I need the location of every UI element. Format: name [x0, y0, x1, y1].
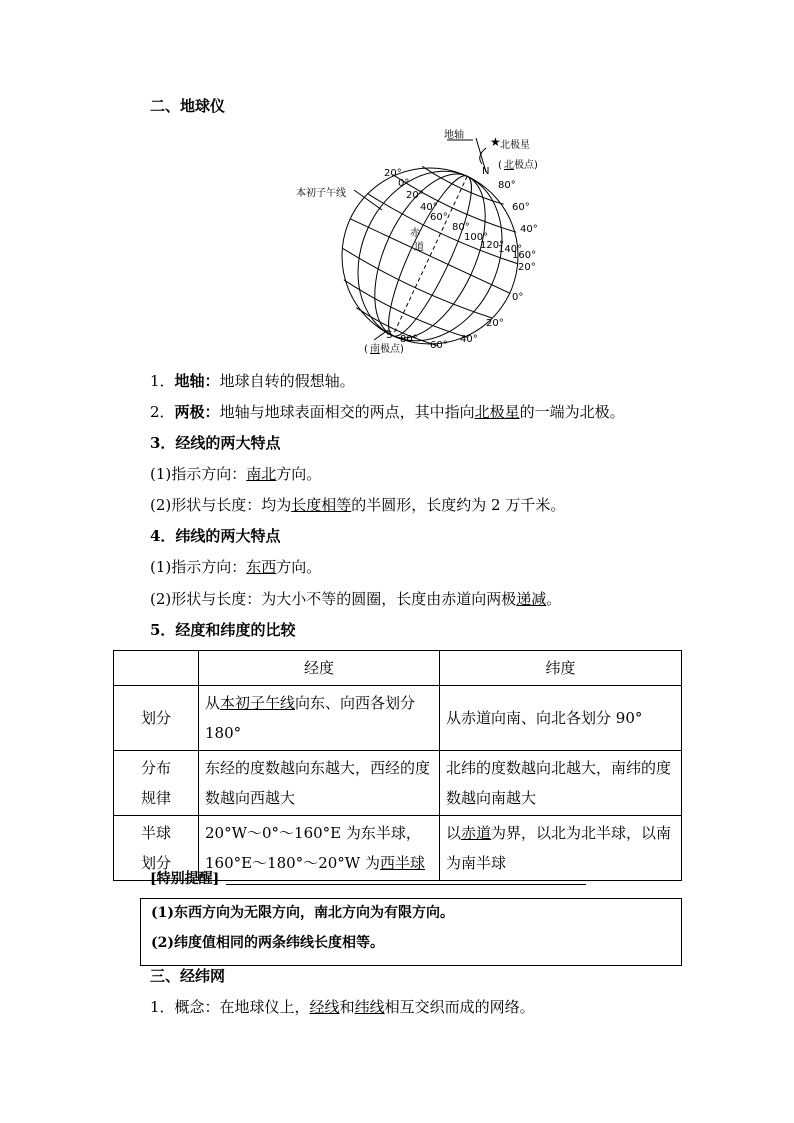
lat-label: 40°	[520, 224, 538, 235]
lat-label: 20°	[518, 262, 536, 273]
axis-label: 地轴	[444, 130, 464, 141]
lon-label: 0°	[398, 178, 410, 189]
lon-label: 60°	[430, 212, 448, 223]
table-header-row	[114, 651, 682, 686]
table-cell: 从赤道向南、向北各划分 90°	[440, 686, 682, 751]
globe-diagram	[290, 128, 550, 360]
underlined-term: 纬线	[354, 998, 385, 1016]
equator-char-1: 赤	[410, 228, 420, 239]
cell-text: 向东、向西各划分 180°	[205, 694, 416, 742]
underlined-term: 长度相等	[291, 496, 352, 514]
north-pole-north: 北	[504, 160, 514, 171]
table-header-cell: 纬度	[440, 651, 682, 686]
item-4b	[150, 589, 561, 609]
section-3-concept	[150, 997, 535, 1017]
item-4a	[150, 557, 321, 577]
item-text: 1．概念：在地球仪上，	[150, 998, 310, 1016]
lon-label: 120°	[480, 240, 505, 251]
item-2	[150, 402, 625, 422]
item-text: (1)指示方向：	[150, 465, 247, 483]
note-title: [特别提醒]	[150, 871, 220, 887]
table-header-cell	[114, 651, 199, 686]
row-header-line: 分布	[140, 759, 171, 777]
lon-label: 20°	[406, 190, 424, 201]
item-text: 的半圆形，长度约为 2 万千米。	[351, 496, 566, 514]
item-text: 和	[339, 998, 355, 1016]
item-5-title: 5．经度和纬度的比较	[150, 621, 296, 639]
item-3b	[150, 495, 565, 515]
item-text: 方向。	[276, 558, 322, 576]
note-line-2: (2)纬度值相同的两条纬线长度相等。	[151, 935, 384, 951]
item-text: 的一端为北极。	[519, 403, 625, 421]
cell-text: 为界，以北为北半球，以南为南半球	[446, 824, 672, 872]
south-S: S	[386, 330, 393, 341]
item-label: 两极：	[174, 403, 220, 421]
underlined-term: 南北	[246, 465, 277, 483]
note-title-rule	[226, 884, 586, 885]
comparison-table	[113, 650, 682, 881]
underlined-term: 北极星	[474, 403, 520, 421]
item-text: 地球自转的假想轴。	[219, 372, 355, 390]
north-pole-rest: 极点)	[514, 160, 538, 171]
table-cell: 北纬的度数越向北越大，南纬的度数越向南越大	[440, 751, 682, 816]
star-icon: ★	[490, 135, 501, 149]
table-header-cell: 经度	[199, 651, 440, 686]
row-header-line: 半球	[140, 824, 171, 842]
lon-label: 140°	[498, 244, 523, 255]
lon-label: 100°	[464, 232, 489, 243]
item-3-title: 3．经线的两大特点	[150, 434, 281, 452]
south-pole-south: 南	[370, 344, 380, 355]
note-box	[140, 898, 682, 966]
lat-label: 0°	[512, 292, 524, 303]
lat-label: 60°	[512, 202, 530, 213]
lon-label: 80°	[452, 222, 470, 233]
section-3-title: 三、经纬网	[150, 967, 226, 985]
underlined-term: 赤道	[461, 824, 492, 842]
underlined-term: 本初子午线	[220, 694, 296, 712]
north-star-label: 北极星	[500, 140, 530, 151]
row-header	[114, 751, 199, 816]
item-4-title: 4．纬线的两大特点	[150, 527, 281, 545]
row-header-line: 规律	[140, 789, 171, 807]
table-cell	[199, 816, 440, 881]
item-text: 。	[546, 590, 562, 608]
lat-label: 20°	[486, 318, 504, 329]
item-text: (1)指示方向：	[150, 558, 247, 576]
south-pole-rest: 极点)	[380, 344, 404, 355]
item-text: (2)形状与长度：为大小不等的圆圈，长度由赤道向两极	[150, 590, 517, 608]
underlined-term: 经线	[309, 998, 340, 1016]
item-label: 地轴：	[174, 372, 220, 390]
underlined-term: 递减	[516, 590, 547, 608]
prime-meridian-label: 本初子午线	[296, 188, 346, 199]
cell-text: 20°W～0°～160°E 为东半球，160°E～180°～20°W 为	[205, 824, 421, 872]
table-cell: 东经的度数越向东越大，西经的度数越向西越大	[199, 751, 440, 816]
item-text: 方向。	[276, 465, 322, 483]
row-header: 划分	[114, 686, 199, 751]
item-num: 1．	[150, 372, 175, 390]
underlined-term: 东西	[246, 558, 277, 576]
note-line-1: (1)东西方向为无限方向，南北方向为有限方向。	[151, 905, 454, 921]
lat-label: 80°	[400, 334, 418, 345]
north-pole-open: (	[498, 160, 502, 171]
item-text: 地轴与地球表面相交的两点，其中指向	[219, 403, 475, 421]
item-3a	[150, 464, 321, 484]
south-pole-open: (	[364, 344, 368, 355]
item-text: (2)形状与长度：均为	[150, 496, 292, 514]
underlined-term: 西半球	[379, 854, 425, 872]
item-text: 相互交织而成的网络。	[384, 998, 535, 1016]
lon-label: 20°	[384, 168, 402, 179]
section-2-title: 二、地球仪	[150, 97, 226, 115]
cell-text: 从	[205, 694, 221, 712]
table-cell	[199, 686, 440, 751]
table-row	[114, 751, 682, 816]
lat-label: 40°	[460, 334, 478, 345]
table-cell	[440, 816, 682, 881]
lat-label: 60°	[430, 340, 448, 351]
table-row	[114, 686, 682, 751]
row-header-line: 划分	[140, 854, 171, 872]
item-num: 2．	[150, 403, 175, 421]
lat-label: 80°	[498, 180, 516, 191]
lon-label: 160°	[512, 250, 537, 261]
cell-text: 以	[446, 824, 462, 842]
lon-label: 40°	[420, 202, 438, 213]
item-1	[150, 371, 355, 391]
north-N: N	[482, 166, 490, 177]
equator-char-2: 道	[414, 242, 424, 253]
